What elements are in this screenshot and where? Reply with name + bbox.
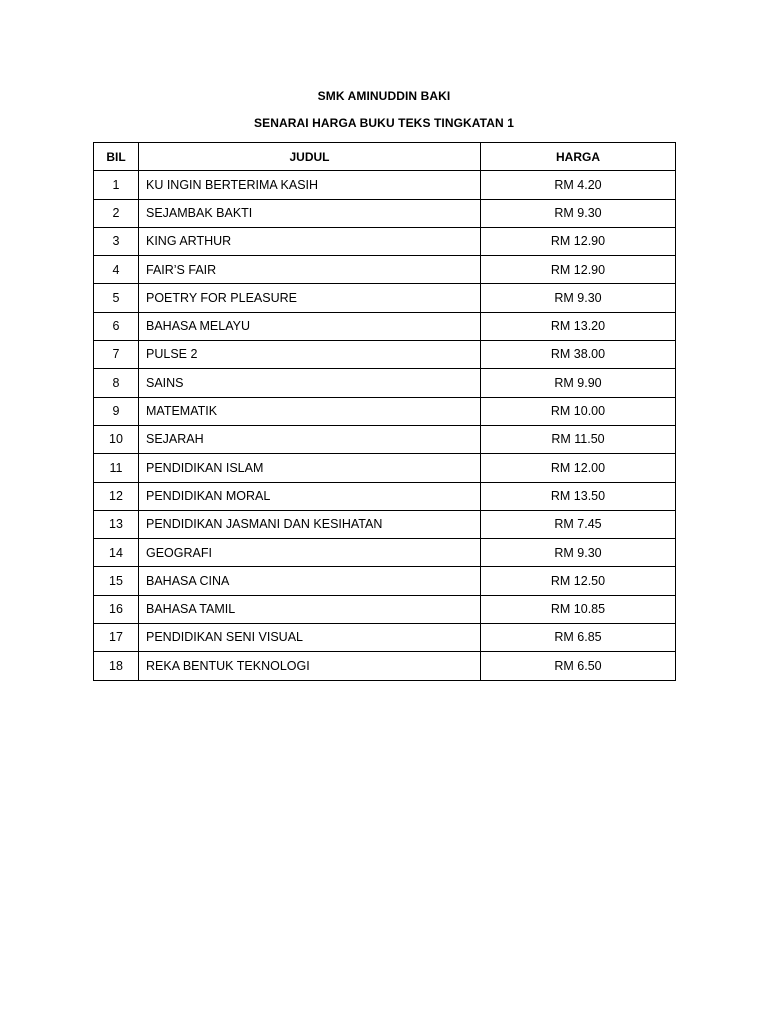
- table-row: [94, 397, 676, 425]
- price-cell: RM 12.50: [481, 567, 676, 595]
- book-title-cell: PENDIDIKAN MORAL: [139, 482, 481, 510]
- table-row: [94, 227, 676, 255]
- price-cell: RM 9.30: [481, 539, 676, 567]
- row-number-cell: 9: [94, 397, 139, 425]
- column-header-bil: BIL: [94, 143, 139, 171]
- school-name: SMK AMINUDDIN BAKI: [317, 89, 451, 103]
- row-number-cell: 16: [94, 595, 139, 623]
- row-number-cell: 18: [94, 652, 139, 680]
- column-header-judul: JUDUL: [139, 143, 481, 171]
- row-number-cell: 13: [94, 510, 139, 538]
- price-cell: RM 12.90: [481, 227, 676, 255]
- book-title-cell: FAIR’S FAIR: [139, 256, 481, 284]
- price-cell: RM 12.00: [481, 454, 676, 482]
- row-number-cell: 3: [94, 227, 139, 255]
- book-title-cell: REKA BENTUK TEKNOLOGI: [139, 652, 481, 680]
- row-number-cell: 15: [94, 567, 139, 595]
- table-row: [94, 199, 676, 227]
- book-title-cell: BAHASA CINA: [139, 567, 481, 595]
- price-cell: RM 6.50: [481, 652, 676, 680]
- price-cell: RM 13.20: [481, 312, 676, 340]
- row-number-cell: 11: [94, 454, 139, 482]
- table-row: [94, 454, 676, 482]
- row-number-cell: 1: [94, 171, 139, 199]
- row-number-cell: 17: [94, 624, 139, 652]
- book-title-cell: PENDIDIKAN ISLAM: [139, 454, 481, 482]
- book-title-cell: MATEMATIK: [139, 397, 481, 425]
- table-row: [94, 171, 676, 199]
- table-row: [94, 256, 676, 284]
- table-row: [94, 284, 676, 312]
- row-number-cell: 8: [94, 369, 139, 397]
- table-row: [94, 567, 676, 595]
- price-cell: RM 12.90: [481, 256, 676, 284]
- row-number-cell: 2: [94, 199, 139, 227]
- book-title-cell: KING ARTHUR: [139, 227, 481, 255]
- book-title-cell: PENDIDIKAN JASMANI DAN KESIHATAN: [139, 510, 481, 538]
- price-cell: RM 7.45: [481, 510, 676, 538]
- book-title-cell: PENDIDIKAN SENI VISUAL: [139, 624, 481, 652]
- price-cell: RM 10.00: [481, 397, 676, 425]
- table-row: [94, 510, 676, 538]
- table-row: [94, 652, 676, 680]
- row-number-cell: 14: [94, 539, 139, 567]
- row-number-cell: 12: [94, 482, 139, 510]
- price-cell: RM 9.30: [481, 199, 676, 227]
- book-title-cell: KU INGIN BERTERIMA KASIH: [139, 171, 481, 199]
- book-title-cell: GEOGRAFI: [139, 539, 481, 567]
- price-cell: RM 9.30: [481, 284, 676, 312]
- price-cell: RM 11.50: [481, 425, 676, 453]
- column-header-harga: HARGA: [481, 143, 676, 171]
- price-cell: RM 10.85: [481, 595, 676, 623]
- table-row: [94, 369, 676, 397]
- row-number-cell: 7: [94, 341, 139, 369]
- row-number-cell: 6: [94, 312, 139, 340]
- table-body: [94, 171, 676, 680]
- table-row: [94, 482, 676, 510]
- row-number-cell: 4: [94, 256, 139, 284]
- book-title-cell: BAHASA MELAYU: [139, 312, 481, 340]
- row-number-cell: 10: [94, 425, 139, 453]
- price-cell: RM 13.50: [481, 482, 676, 510]
- price-cell: RM 38.00: [481, 341, 676, 369]
- table-row: [94, 425, 676, 453]
- book-title-cell: SAINS: [139, 369, 481, 397]
- price-cell: RM 6.85: [481, 624, 676, 652]
- book-title-cell: SEJAMBAK BAKTI: [139, 199, 481, 227]
- document-title: SENARAI HARGA BUKU TEKS TINGKATAN 1: [254, 116, 514, 130]
- table-row: [94, 595, 676, 623]
- table-row: [94, 539, 676, 567]
- book-title-cell: BAHASA TAMIL: [139, 595, 481, 623]
- book-title-cell: SEJARAH: [139, 425, 481, 453]
- row-number-cell: 5: [94, 284, 139, 312]
- book-title-cell: PULSE 2: [139, 341, 481, 369]
- table-row: [94, 624, 676, 652]
- table-row: [94, 341, 676, 369]
- price-cell: RM 4.20: [481, 171, 676, 199]
- book-title-cell: POETRY FOR PLEASURE: [139, 284, 481, 312]
- table-row: [94, 312, 676, 340]
- textbook-price-table: [93, 142, 676, 681]
- table-header-row: [94, 143, 676, 171]
- price-cell: RM 9.90: [481, 369, 676, 397]
